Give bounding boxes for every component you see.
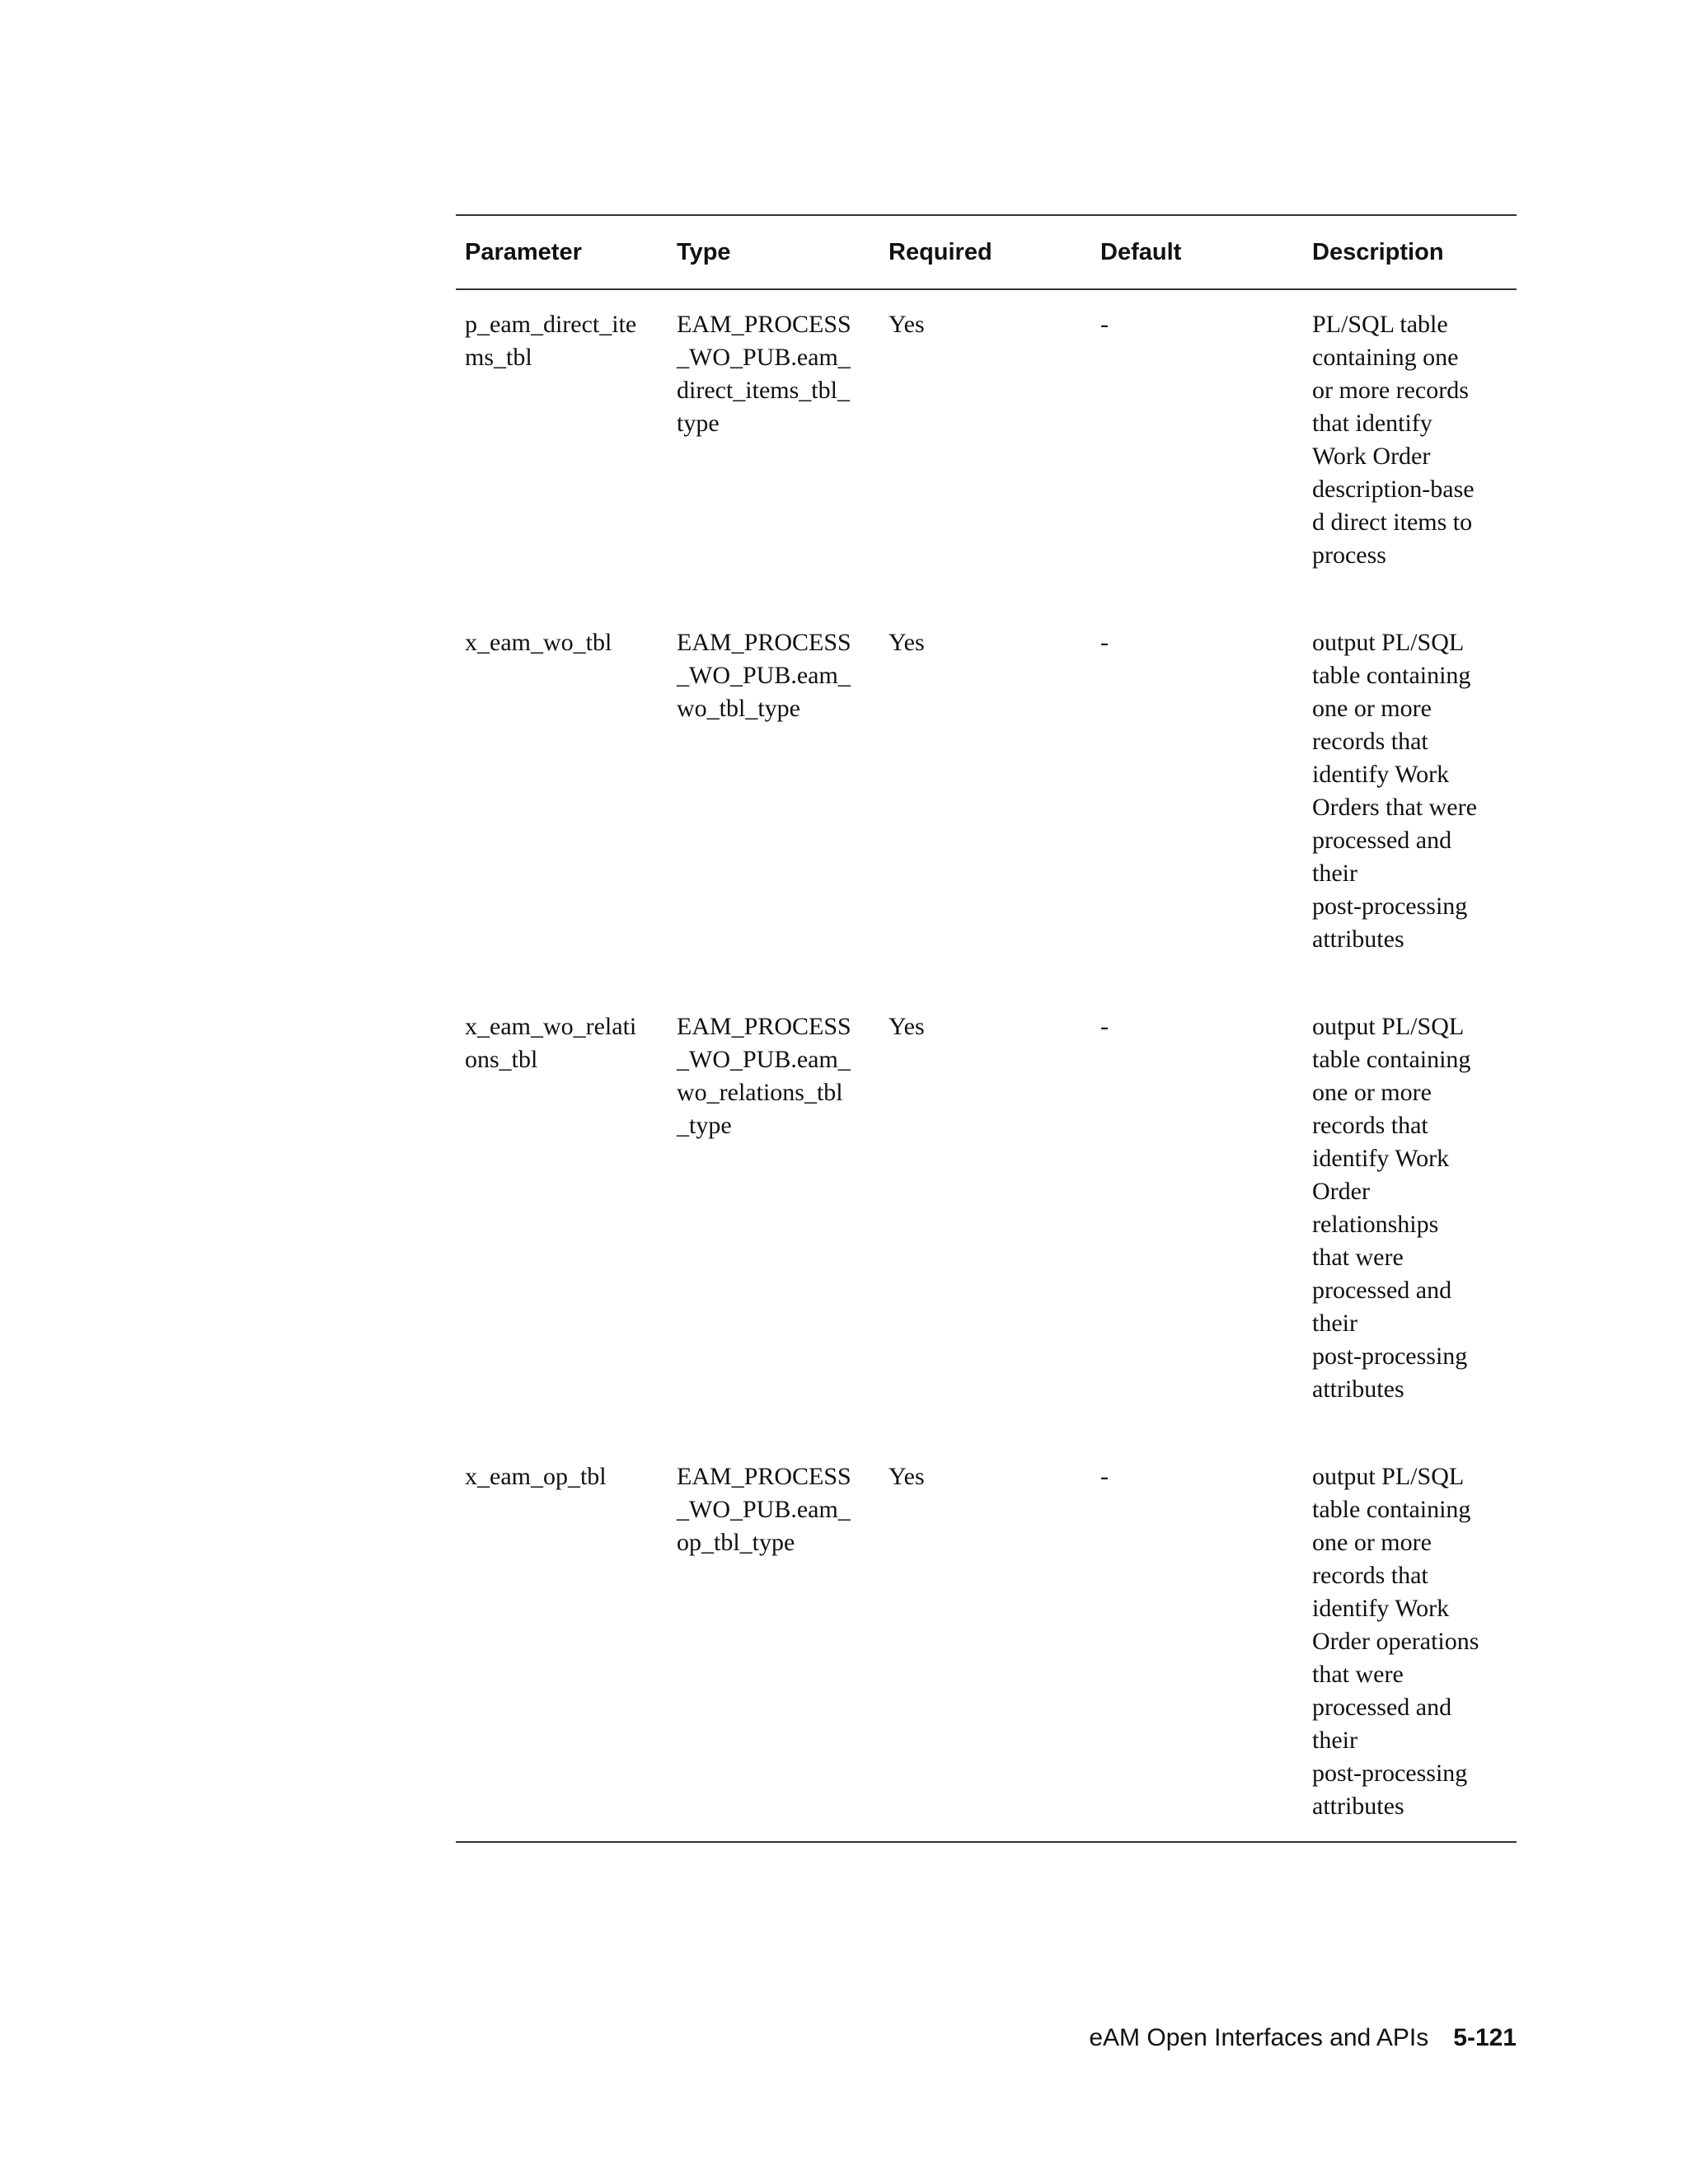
header-type: Type [677,238,731,265]
cell-default: - [1100,1013,1109,1040]
table-body [456,290,1517,1841]
header-parameter: Parameter [465,238,582,265]
footer-title: eAM Open Interfaces and APIs [1089,2024,1429,2051]
table-row [456,1442,1517,1841]
cell-parameter: x_eam_op_tbl [465,1463,607,1490]
cell-parameter: p_eam_direct_ite ms_tbl [465,311,637,371]
cell-parameter: x_eam_wo_relati ons_tbl [465,1013,637,1073]
cell-description: output PL/SQL table containing one or more records that identify Work Order relationships that were processed and their post-processing attributes [1312,1013,1471,1403]
table-row [456,992,1517,1442]
page-number: 5-121 [1453,2024,1517,2051]
page-footer [1089,2024,1517,2052]
cell-required: Yes [889,1463,925,1490]
cell-description: output PL/SQL table containing one or more records that identify Work Order operations that were processed and their post-processing attributes [1312,1463,1479,1820]
table-bottom-rule [456,1841,1517,1843]
cell-default: - [1100,629,1109,656]
header-default: Default [1100,238,1182,265]
cell-description: PL/SQL table containing one or more records that identify Work Order description-base d direct items to process [1312,311,1475,569]
cell-required: Yes [889,1013,925,1040]
cell-type: EAM_PROCESS _WO_PUB.eam_ op_tbl_type [677,1463,851,1556]
parameter-table [456,214,1517,1843]
cell-required: Yes [889,311,925,338]
header-required: Required [889,238,992,265]
cell-parameter: x_eam_wo_tbl [465,629,612,656]
cell-default: - [1100,311,1109,338]
cell-type: EAM_PROCESS _WO_PUB.eam_ wo_relations_tbl _type [677,1013,851,1139]
cell-required: Yes [889,629,925,656]
table-row [456,290,1517,608]
cell-description: output PL/SQL table containing one or more records that identify Work Orders that were processed and their post-processing attributes [1312,629,1477,953]
cell-type: EAM_PROCESS _WO_PUB.eam_ direct_items_tbl_ type [677,311,851,437]
cell-type: EAM_PROCESS _WO_PUB.eam_ wo_tbl_type [677,629,851,722]
table-row [456,608,1517,992]
header-description: Description [1312,238,1444,265]
table-header-row [456,216,1517,290]
cell-default: - [1100,1463,1109,1490]
